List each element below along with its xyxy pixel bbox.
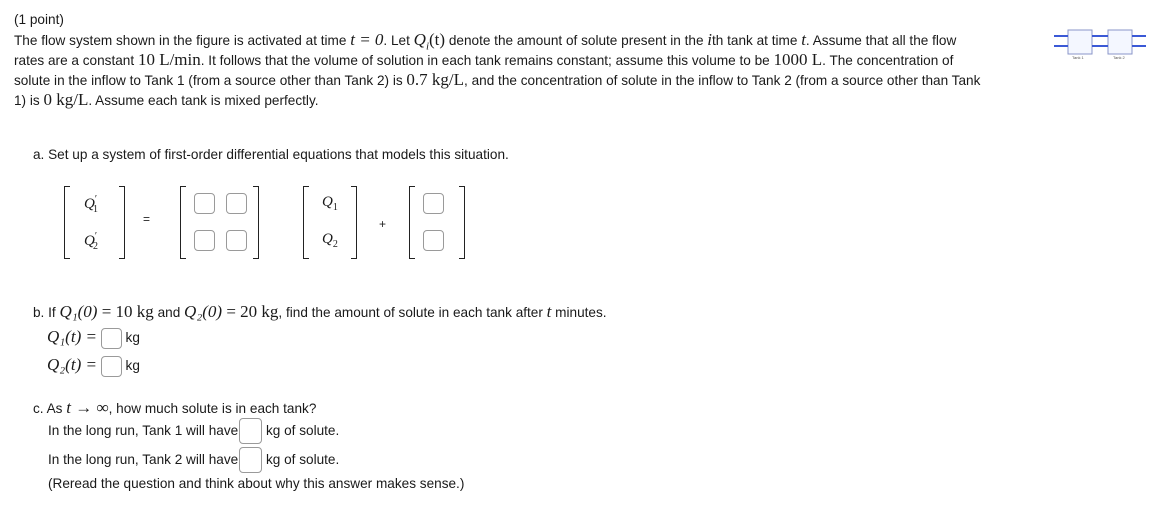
q-bracket-left: [303, 186, 309, 259]
vector-b2-input[interactable]: [423, 230, 444, 251]
q1t-unit: kg: [125, 330, 140, 345]
tank2-longrun-label: In the long run, Tank 2 will have: [48, 452, 239, 467]
part-c-row-2: [48, 447, 339, 473]
tank-diagram-icon: [1052, 26, 1148, 62]
plus-sign: +: [379, 217, 387, 231]
tank2-longrun-input[interactable]: [239, 447, 262, 473]
points-label: (1 point): [14, 12, 64, 27]
q-bracket-right: [351, 186, 357, 259]
part-b-prompt: b. If Q₁(0) = 10 kg and Q₂(0) = 20 kg, find the amount of solute in each tank after t minutes.: [33, 302, 607, 321]
part-b-row-1: [47, 326, 140, 349]
equals-sign: =: [143, 212, 151, 226]
matrix-a12-input[interactable]: [226, 193, 247, 214]
tank2-label: Tank 2: [1113, 55, 1125, 60]
q2-var: $Q_2$: [322, 231, 338, 250]
flow-system-figure[interactable]: [1052, 26, 1148, 62]
math-conc2: 0 kg/L: [43, 90, 89, 109]
q1-prime: $Q'_1$: [84, 194, 99, 215]
const-bracket-left: [409, 186, 415, 259]
problem-line-2: rates are a constant 10 L/min. It follows that the volume of solution in each tank remains constant; assume this volume to be 1000 L. The concentration of: [14, 50, 954, 69]
vector-b1-input[interactable]: [423, 193, 444, 214]
matrix-a11-input[interactable]: [194, 193, 215, 214]
matrix-a21-input[interactable]: [194, 230, 215, 251]
tank1-label: Tank 1: [1072, 55, 1084, 60]
tank2-longrun-unit: kg of solute.: [265, 452, 340, 467]
part-b-row-2: [47, 354, 140, 377]
part-a-prompt: a. Set up a system of first-order differential equations that models this situation.: [33, 147, 509, 162]
problem-line-4: 1) is 0 kg/L. Assume each tank is mixed perfectly.: [14, 90, 319, 109]
part-c-row-1: [48, 418, 339, 444]
q2t-input[interactable]: [101, 356, 122, 377]
reread-note: (Reread the question and think about why this answer makes sense.): [48, 476, 465, 491]
part-c-prompt: c. As t → ∞, how much solute is in each tank?: [33, 398, 317, 417]
q1-var: $Q_1$: [322, 194, 338, 213]
q2t-unit: kg: [125, 358, 140, 373]
matrix-bracket-right: [253, 186, 259, 259]
math-t-eq-0: t = 0: [350, 30, 384, 49]
q1t-label: Q₁(t) =: [47, 327, 97, 346]
tank1-longrun-input[interactable]: [239, 418, 262, 444]
q2-prime: $Q'_2$: [84, 231, 99, 252]
q1t-input[interactable]: [101, 328, 122, 349]
matrix-bracket-left: [180, 186, 186, 259]
problem-line-1: The flow system shown in the figure is activated at time t = 0. Let $Q_i(t)$ denote the amount of solute present in the ith tank at time t. Assume that all the flow: [14, 30, 957, 53]
tank1-longrun-unit: kg of solute.: [265, 423, 340, 438]
math-volume: 1000 L: [773, 50, 823, 69]
lhs-bracket-left: [64, 186, 70, 259]
tank1-longrun-label: In the long run, Tank 1 will have: [48, 423, 239, 438]
lhs-bracket-right: [119, 186, 125, 259]
matrix-a22-input[interactable]: [226, 230, 247, 251]
q2t-label: Q₂(t) =: [47, 355, 97, 374]
math-flow-rate: 10 L/min: [137, 50, 201, 69]
const-bracket-right: [459, 186, 465, 259]
math-conc1: 0.7 kg/L: [406, 70, 465, 89]
problem-line-3: solute in the inflow to Tank 1 (from a source other than Tank 2) is 0.7 kg/L, and the concentration of solute in the inflow to Tank 2 (from a source other than Tank: [14, 70, 981, 89]
math-qi: $Q_i(t)$: [413, 30, 446, 53]
